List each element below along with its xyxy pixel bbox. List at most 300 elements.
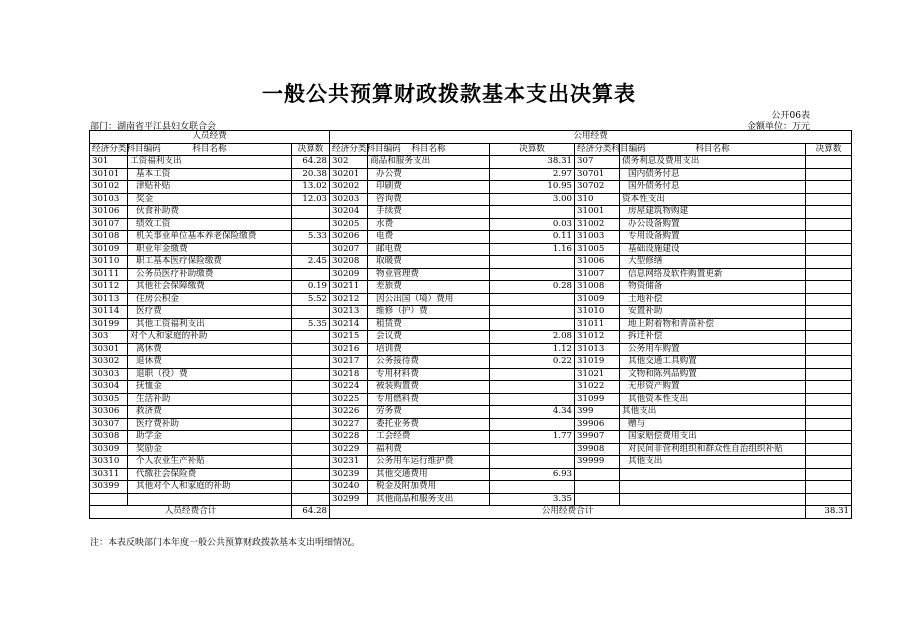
item-name-cell: 基本工资 [128, 168, 292, 181]
item-name-cell: 公务接待费 [368, 356, 490, 369]
econ-code-cell: 30303 [90, 368, 128, 381]
item-name-cell: 公务用车运行维护费 [368, 456, 490, 469]
item-name-cell: 税金及附加费用 [368, 481, 490, 494]
col-econ-code: 经济分类科目编码 [90, 143, 128, 156]
econ-code-cell [575, 468, 620, 481]
amount-cell: 2.45 [292, 256, 330, 269]
amount-cell [806, 231, 852, 244]
econ-code-cell: 30102 [90, 181, 128, 194]
amount-cell [490, 306, 575, 319]
econ-code-cell: 30208 [330, 256, 368, 269]
amount-cell: 0.03 [490, 218, 575, 231]
amount-cell [806, 343, 852, 356]
econ-code-cell: 31013 [575, 343, 620, 356]
amount-cell [806, 493, 852, 506]
amount-cell [806, 381, 852, 394]
amount-cell [292, 431, 330, 444]
item-name-cell: 公务员医疗补助缴费 [128, 268, 292, 281]
table-row [90, 268, 852, 281]
item-name-cell: 工会经费 [368, 431, 490, 444]
econ-code-cell: 30211 [330, 281, 368, 294]
amount-cell: 3.35 [490, 493, 575, 506]
item-name-cell: 差旅费 [368, 281, 490, 294]
econ-code-cell: 30106 [90, 206, 128, 219]
item-name-cell: 印刷费 [368, 181, 490, 194]
item-name-cell: 取暖费 [368, 256, 490, 269]
item-name-cell: 土地补偿 [620, 293, 806, 306]
amount-cell: 4.34 [490, 406, 575, 419]
econ-code-cell: 30111 [90, 268, 128, 281]
public-total-label: 公用经费合计 [330, 506, 806, 519]
table-row [90, 156, 852, 169]
item-name-cell: 助学金 [128, 431, 292, 444]
econ-code-cell: 31003 [575, 231, 620, 244]
econ-code-cell: 30239 [330, 468, 368, 481]
table-row [90, 406, 852, 419]
amount-cell: 12.03 [292, 193, 330, 206]
econ-code-cell: 30229 [330, 443, 368, 456]
econ-code-cell: 30305 [90, 393, 128, 406]
item-name-cell: 离休费 [128, 343, 292, 356]
amount-cell [806, 418, 852, 431]
econ-code-cell [90, 493, 128, 506]
amount-cell: 0.28 [490, 281, 575, 294]
econ-code-cell: 30214 [330, 318, 368, 331]
item-name-cell: 国内债务付息 [620, 168, 806, 181]
amount-cell [806, 306, 852, 319]
item-name-cell: 被装购置费 [368, 381, 490, 394]
item-name-cell: 其他支出 [620, 406, 806, 419]
item-name-cell: 劳务费 [368, 406, 490, 419]
econ-code-cell: 30304 [90, 381, 128, 394]
item-name-cell: 国家赔偿费用支出 [620, 431, 806, 444]
econ-code-cell: 30311 [90, 468, 128, 481]
item-name-cell [620, 468, 806, 481]
item-name-cell: 其他支出 [620, 456, 806, 469]
item-name-cell [620, 493, 806, 506]
department-label: 部门：湖南省平江县妇女联合会 [90, 122, 217, 132]
amount-cell [292, 456, 330, 469]
item-name-cell: 专用材料费 [368, 368, 490, 381]
amount-cell [490, 293, 575, 306]
econ-code-cell: 30218 [330, 368, 368, 381]
expenditure-table [89, 130, 852, 519]
econ-code-cell: 30103 [90, 193, 128, 206]
econ-code-cell: 30199 [90, 318, 128, 331]
item-name-cell: 其他商品和服务支出 [368, 493, 490, 506]
econ-code-cell: 302 [330, 156, 368, 169]
item-name-cell: 因公出国（境）费用 [368, 293, 490, 306]
table-row [90, 206, 852, 219]
amount-cell: 3.00 [490, 193, 575, 206]
amount-cell [806, 481, 852, 494]
col-item-name: 科目名称 [368, 143, 490, 156]
personnel-total-label: 人员经费合计 [90, 506, 292, 519]
econ-code-cell: 30201 [330, 168, 368, 181]
item-name-cell: 抚恤金 [128, 381, 292, 394]
amount-cell [490, 443, 575, 456]
unit-label: 金额单位：万元 [746, 122, 810, 132]
amount-cell: 38.31 [490, 156, 575, 169]
item-name-cell: 其他对个人和家庭的补助 [128, 481, 292, 494]
item-name-cell: 专用设备购置 [620, 231, 806, 244]
amount-cell [490, 206, 575, 219]
econ-code-cell [575, 493, 620, 506]
amount-cell: 1.16 [490, 243, 575, 256]
item-name-cell: 伙食补助费 [128, 206, 292, 219]
item-name-cell: 个人农业生产补贴 [128, 456, 292, 469]
public-total-value: 38.31 [806, 506, 852, 519]
item-name-cell: 对个人和家庭的补助 [128, 331, 292, 344]
item-name-cell: 医疗费补助 [128, 418, 292, 431]
item-name-cell: 水费 [368, 218, 490, 231]
table-row [90, 306, 852, 319]
item-name-cell: 培训费 [368, 343, 490, 356]
col-amount: 决算数 [806, 143, 852, 156]
econ-code-cell: 30113 [90, 293, 128, 306]
table-row [90, 193, 852, 206]
table-row [90, 243, 852, 256]
item-name-cell: 退休费 [128, 356, 292, 369]
item-name-cell: 物资储备 [620, 281, 806, 294]
item-name-cell: 文物和陈列品购置 [620, 368, 806, 381]
table-row [90, 356, 852, 369]
item-name-cell: 对民间非营利组织和群众性自治组织补贴 [620, 443, 806, 456]
amount-cell: 2.97 [490, 168, 575, 181]
amount-cell [292, 418, 330, 431]
econ-code-cell: 399 [575, 406, 620, 419]
amount-cell [806, 431, 852, 444]
item-name-cell: 委托业务费 [368, 418, 490, 431]
econ-code-cell: 30231 [330, 456, 368, 469]
amount-cell: 13.02 [292, 181, 330, 194]
econ-code-cell: 307 [575, 156, 620, 169]
econ-code-cell: 30224 [330, 381, 368, 394]
amount-cell [806, 181, 852, 194]
amount-cell [806, 156, 852, 169]
econ-code-cell: 30205 [330, 218, 368, 231]
amount-cell [806, 318, 852, 331]
amount-cell [806, 168, 852, 181]
amount-cell [806, 456, 852, 469]
amount-cell: 5.52 [292, 293, 330, 306]
econ-code-cell: 310 [575, 193, 620, 206]
amount-cell [292, 493, 330, 506]
econ-code-cell: 30702 [575, 181, 620, 194]
econ-code-cell: 30202 [330, 181, 368, 194]
amount-cell [292, 268, 330, 281]
amount-cell [806, 256, 852, 269]
econ-code-cell: 31011 [575, 318, 620, 331]
amount-cell [806, 281, 852, 294]
item-name-cell: 其他交通工具购置 [620, 356, 806, 369]
econ-code-cell: 30301 [90, 343, 128, 356]
econ-code-cell: 31008 [575, 281, 620, 294]
item-name-cell: 物业管理费 [368, 268, 490, 281]
econ-code-cell: 39906 [575, 418, 620, 431]
item-name-cell [620, 481, 806, 494]
col-amount: 决算数 [490, 143, 575, 156]
amount-cell [490, 381, 575, 394]
econ-code-cell: 30114 [90, 306, 128, 319]
amount-cell [806, 331, 852, 344]
econ-code-cell: 30108 [90, 231, 128, 244]
amount-cell [490, 418, 575, 431]
amount-cell [292, 331, 330, 344]
econ-code-cell: 30216 [330, 343, 368, 356]
econ-code-cell: 30308 [90, 431, 128, 444]
col-econ-code: 经济分类科目编码 [575, 143, 620, 156]
econ-code-cell: 30217 [330, 356, 368, 369]
amount-cell [292, 468, 330, 481]
item-name-cell: 公务用车购置 [620, 343, 806, 356]
amount-cell [806, 268, 852, 281]
amount-cell: 1.12 [490, 343, 575, 356]
amount-cell: 0.19 [292, 281, 330, 294]
econ-code-cell: 30107 [90, 218, 128, 231]
econ-code-cell: 30309 [90, 443, 128, 456]
amount-cell [292, 443, 330, 456]
table-row [90, 331, 852, 344]
econ-code-cell: 30225 [330, 393, 368, 406]
econ-code-cell: 30109 [90, 243, 128, 256]
col-econ-code: 经济分类科目编码 [330, 143, 368, 156]
item-name-cell [128, 493, 292, 506]
econ-code-cell: 31010 [575, 306, 620, 319]
econ-code-cell: 30206 [330, 231, 368, 244]
amount-cell [292, 218, 330, 231]
econ-code-cell: 31005 [575, 243, 620, 256]
table-row [90, 443, 852, 456]
item-name-cell: 其他工资福利支出 [128, 318, 292, 331]
table-row [90, 393, 852, 406]
table-row [90, 368, 852, 381]
table-row [90, 418, 852, 431]
item-name-cell: 住房公积金 [128, 293, 292, 306]
item-name-cell: 商品和服务支出 [368, 156, 490, 169]
personnel-total-value: 64.28 [292, 506, 330, 519]
amount-cell [490, 268, 575, 281]
amount-cell: 2.08 [490, 331, 575, 344]
econ-code-cell: 30307 [90, 418, 128, 431]
amount-cell [806, 406, 852, 419]
item-name-cell: 津贴补贴 [128, 181, 292, 194]
econ-code-cell: 31001 [575, 206, 620, 219]
econ-code-cell: 31007 [575, 268, 620, 281]
item-name-cell: 其他社会保障缴费 [128, 281, 292, 294]
table-row [90, 318, 852, 331]
econ-code-cell: 30101 [90, 168, 128, 181]
econ-code-cell: 31009 [575, 293, 620, 306]
econ-code-cell: 30209 [330, 268, 368, 281]
item-name-cell: 代缴社会保险费 [128, 468, 292, 481]
item-name-cell: 地上附着物和青苗补偿 [620, 318, 806, 331]
item-name-cell: 职业年金缴费 [128, 243, 292, 256]
econ-code-cell: 30399 [90, 481, 128, 494]
item-name-cell: 大型修缮 [620, 256, 806, 269]
amount-cell [292, 481, 330, 494]
amount-cell [806, 368, 852, 381]
item-name-cell: 咨询费 [368, 193, 490, 206]
amount-cell [292, 243, 330, 256]
item-name-cell: 会议费 [368, 331, 490, 344]
amount-cell [292, 306, 330, 319]
item-name-cell: 国外债务付息 [620, 181, 806, 194]
econ-code-cell: 30204 [330, 206, 368, 219]
item-name-cell: 福利费 [368, 443, 490, 456]
econ-code-cell: 39999 [575, 456, 620, 469]
table-row [90, 293, 852, 306]
amount-cell: 1.77 [490, 431, 575, 444]
footnote: 注：本表反映部门本年度一般公共预算财政拨款基本支出明细情况。 [90, 538, 361, 548]
table-row [90, 481, 852, 494]
item-name-cell: 基础设施建设 [620, 243, 806, 256]
econ-code-cell: 303 [90, 331, 128, 344]
item-name-cell: 房屋建筑物购建 [620, 206, 806, 219]
item-name-cell: 奖励金 [128, 443, 292, 456]
amount-cell [806, 293, 852, 306]
amount-cell [490, 368, 575, 381]
amount-cell [806, 193, 852, 206]
amount-cell: 10.95 [490, 181, 575, 194]
item-name-cell: 维修（护）费 [368, 306, 490, 319]
amount-cell [292, 406, 330, 419]
amount-cell [490, 456, 575, 469]
form-number: 公开06表 [771, 111, 810, 121]
amount-cell [806, 206, 852, 219]
table-body [90, 156, 852, 506]
item-name-cell: 生活补助 [128, 393, 292, 406]
amount-cell [806, 356, 852, 369]
econ-code-cell: 30110 [90, 256, 128, 269]
econ-code-cell: 30203 [330, 193, 368, 206]
item-name-cell: 医疗费 [128, 306, 292, 319]
econ-code-cell: 31099 [575, 393, 620, 406]
item-name-cell: 拆迁补偿 [620, 331, 806, 344]
econ-code-cell: 30226 [330, 406, 368, 419]
econ-code-cell: 30215 [330, 331, 368, 344]
item-name-cell: 无形资产购置 [620, 381, 806, 394]
table-row [90, 256, 852, 269]
amount-cell: 0.22 [490, 356, 575, 369]
amount-cell [292, 206, 330, 219]
econ-code-cell: 30228 [330, 431, 368, 444]
item-name-cell: 赠与 [620, 418, 806, 431]
item-name-cell: 奖金 [128, 193, 292, 206]
econ-code-cell: 30302 [90, 356, 128, 369]
personnel-header: 人员经费 [90, 131, 330, 144]
table-row [90, 431, 852, 444]
amount-cell [806, 218, 852, 231]
econ-code-cell: 31006 [575, 256, 620, 269]
amount-cell [292, 393, 330, 406]
table-row [90, 231, 852, 244]
table-row [90, 343, 852, 356]
item-name-cell: 救济费 [128, 406, 292, 419]
public-header: 公用经费 [330, 131, 852, 144]
amount-cell [806, 393, 852, 406]
amount-cell [806, 243, 852, 256]
table-row [90, 281, 852, 294]
col-item-name: 科目名称 [620, 143, 806, 156]
amount-cell [806, 468, 852, 481]
item-name-cell: 专用燃料费 [368, 393, 490, 406]
amount-cell [490, 256, 575, 269]
econ-code-cell: 30213 [330, 306, 368, 319]
item-name-cell: 其他资本性支出 [620, 393, 806, 406]
col-amount: 决算数 [292, 143, 330, 156]
amount-cell: 6.93 [490, 468, 575, 481]
econ-code-cell: 30240 [330, 481, 368, 494]
amount-cell [292, 343, 330, 356]
econ-code-cell: 30306 [90, 406, 128, 419]
item-name-cell: 电费 [368, 231, 490, 244]
econ-code-cell: 30701 [575, 168, 620, 181]
amount-cell [292, 381, 330, 394]
amount-cell: 20.38 [292, 168, 330, 181]
item-name-cell: 办公费 [368, 168, 490, 181]
amount-cell: 5.35 [292, 318, 330, 331]
totals-row [90, 506, 852, 519]
amount-cell [292, 356, 330, 369]
amount-cell [292, 368, 330, 381]
econ-code-cell: 30299 [330, 493, 368, 506]
table-row [90, 456, 852, 469]
econ-code-cell: 39907 [575, 431, 620, 444]
amount-cell: 64.28 [292, 156, 330, 169]
item-name-cell: 安置补助 [620, 306, 806, 319]
item-name-cell: 机关事业单位基本养老保险缴费 [128, 231, 292, 244]
table-row [90, 168, 852, 181]
amount-cell [490, 393, 575, 406]
table-row [90, 493, 852, 506]
item-name-cell: 租赁费 [368, 318, 490, 331]
item-name-cell: 债务利息及费用支出 [620, 156, 806, 169]
item-name-cell: 邮电费 [368, 243, 490, 256]
item-name-cell: 工资福利支出 [128, 156, 292, 169]
econ-code-cell: 30310 [90, 456, 128, 469]
item-name-cell: 资本性支出 [620, 193, 806, 206]
amount-cell [806, 443, 852, 456]
item-name-cell: 手续费 [368, 206, 490, 219]
item-name-cell: 绩效工资 [128, 218, 292, 231]
econ-code-cell: 301 [90, 156, 128, 169]
econ-code-cell: 31002 [575, 218, 620, 231]
econ-code-cell: 31019 [575, 356, 620, 369]
item-name-cell: 办公设备购置 [620, 218, 806, 231]
item-name-cell: 退职（役）费 [128, 368, 292, 381]
item-name-cell: 其他交通费用 [368, 468, 490, 481]
econ-code-cell: 31012 [575, 331, 620, 344]
item-name-cell: 职工基本医疗保险缴费 [128, 256, 292, 269]
econ-code-cell: 30212 [330, 293, 368, 306]
table-row [90, 468, 852, 481]
amount-cell: 0.11 [490, 231, 575, 244]
report-title: 一般公共预算财政拨款基本支出决算表 [262, 81, 636, 106]
econ-code-cell: 30227 [330, 418, 368, 431]
table-row [90, 218, 852, 231]
item-name-cell: 信息网络及软件购置更新 [620, 268, 806, 281]
econ-code-cell: 31022 [575, 381, 620, 394]
amount-cell [490, 318, 575, 331]
econ-code-cell: 30207 [330, 243, 368, 256]
econ-code-cell: 31021 [575, 368, 620, 381]
amount-cell: 5.33 [292, 231, 330, 244]
econ-code-cell: 30112 [90, 281, 128, 294]
table-row [90, 181, 852, 194]
amount-cell [490, 481, 575, 494]
col-item-name: 科目名称 [128, 143, 292, 156]
